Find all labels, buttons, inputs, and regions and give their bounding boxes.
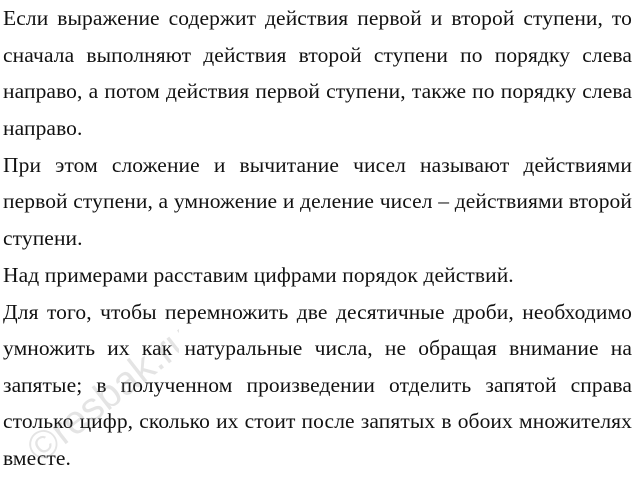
paragraph-operation-stages: При этом сложение и вычитание чисел называют действиями первой ступени, а умножение и деление чисел – действиями второй ступени. [3, 152, 632, 250]
paragraph-decimal-multiplication: Для того, чтобы перемножить две десятичные дроби, необходимо умножить их как натуральные числа, не обращая внимание на запятые; в полученном произведении отделить запятой справа столько цифр, сколько их стоит после запятых в обоих множителях вместе. [3, 299, 632, 470]
paragraph-mark-order: Над примерами расставим цифрами порядок действий. [3, 262, 514, 287]
paragraph-order-of-operations: Если выражение содержит действия первой и второй ступени, то сначала выполняют действия второй ступени по порядку слева направо, а потом действия первой ступени, также по порядку слева направо. [3, 6, 632, 140]
svg-text:©resbak.ru: ©resbak.ru [18, 320, 179, 470]
